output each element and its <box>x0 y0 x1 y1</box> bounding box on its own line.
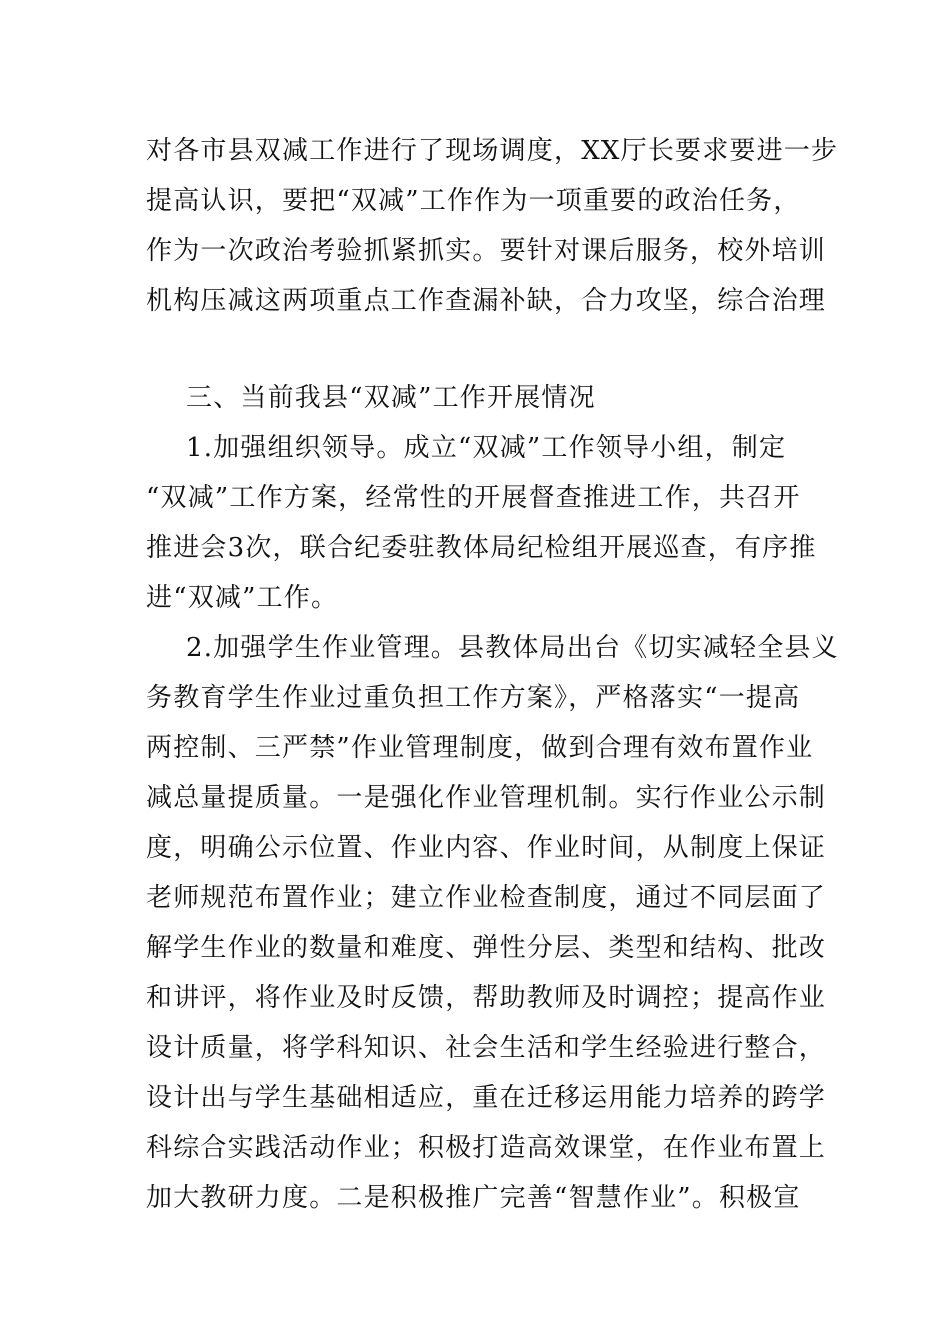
paragraph-3-line-12: 加大教研力度。二是积极推广完善“智慧作业”。积极宣 <box>146 1183 801 1213</box>
paragraph-2-line-1: 1.加强组织领导。成立“双减”工作领导小组，制定 <box>186 433 787 463</box>
paragraph-3-line-4: 减总量提质量。一是强化作业管理机制。实行作业公示制 <box>146 783 827 813</box>
paragraph-2-line-4: 进“双减”工作。 <box>146 583 339 613</box>
paragraph-3-line-10: 设计出与学生基础相适应，重在迁移运用能力培养的跨学 <box>146 1083 827 1113</box>
paragraph-3-line-7: 解学生作业的数量和难度、弹性分层、类型和结构、批改 <box>146 933 827 963</box>
paragraph-3-line-8: 和讲评，将作业及时反馈，帮助教师及时调控；提高作业 <box>146 983 827 1013</box>
paragraph-1-line-1: 对各市县双减工作进行了现场调度，XX厅长要求要进一步 <box>146 136 839 166</box>
paragraph-3-line-11: 科综合实践活动作业；积极打造高效课堂，在作业布置上 <box>146 1133 827 1163</box>
paragraph-3-line-2: 务教育学生作业过重负担工作方案》，严格落实“一提高 <box>146 683 801 713</box>
paragraph-3-line-9: 设计质量，将学科知识、社会生活和学生经验进行整合， <box>146 1033 827 1063</box>
paragraph-2-line-2: “双减”工作方案，经常性的开展督查推进工作，共召开 <box>146 483 801 513</box>
paragraph-1-line-2: 提高认识，要把“双减”工作作为一项重要的政治任务， <box>146 186 801 216</box>
paragraph-3-line-5: 度，明确公示位置、作业内容、作业时间，从制度上保证 <box>146 833 827 863</box>
paragraph-1-line-4: 机构压减这两项重点工作查漏补缺，合力攻坚，综合治理 <box>146 286 827 316</box>
paragraph-3-line-3: 两控制、三严禁”作业管理制度，做到合理有效布置作业 <box>146 733 814 763</box>
paragraph-1-line-3: 作为一次政治考验抓紧抓实。要针对课后服务，校外培训 <box>146 236 827 266</box>
paragraph-3-line-1: 2.加强学生作业管理。县教体局出台《切实减轻全县义 <box>186 633 839 663</box>
section-heading: 三、当前我县“双减”工作开展情况 <box>186 383 596 413</box>
paragraph-2-line-3: 推进会3次，联合纪委驻教体局纪检组开展巡查，有序推 <box>146 533 817 563</box>
paragraph-3-line-6: 老师规范布置作业；建立作业检查制度，通过不同层面了 <box>146 883 827 913</box>
